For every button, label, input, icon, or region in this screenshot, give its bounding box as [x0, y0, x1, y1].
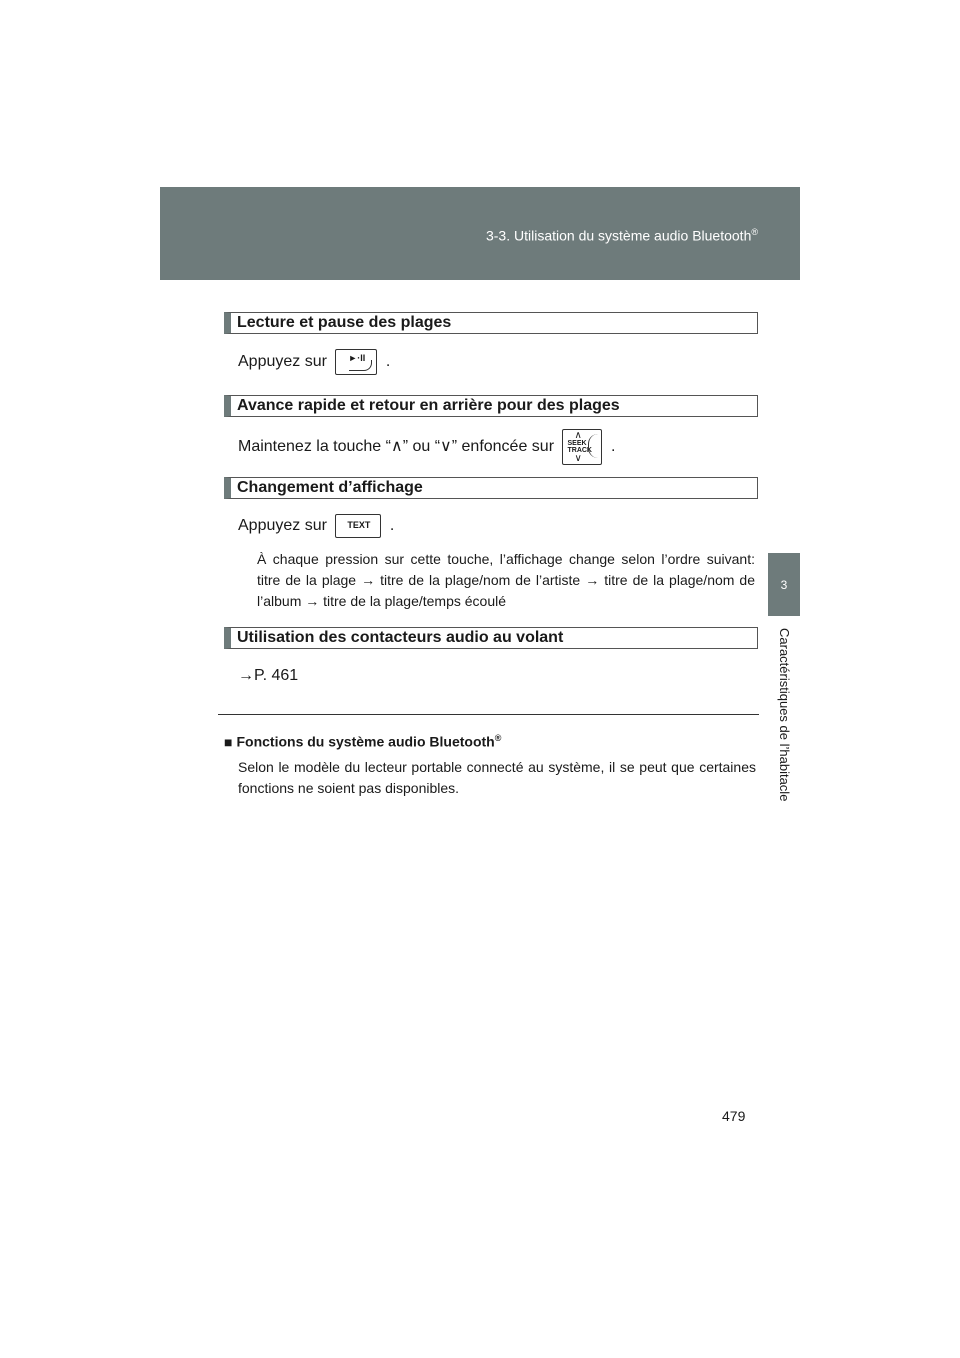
instruction-period: . — [385, 353, 391, 371]
seek-track-key-icon — [562, 429, 602, 465]
chapter-title-text: 3-3. Utilisation du système audio Bluetooth — [485, 227, 752, 244]
chapter-tab-number: 3 — [780, 577, 788, 592]
note-title — [224, 733, 501, 750]
page-reference-link[interactable]: →P. 461 — [238, 667, 299, 684]
play-pause-symbol: ►·II — [348, 353, 366, 363]
chapter-title — [486, 227, 758, 244]
text-key-icon — [335, 514, 381, 538]
section-body-play-pause — [238, 349, 390, 375]
section-body-seek — [238, 429, 615, 465]
seek-track-label: SEEK TRACK — [567, 440, 592, 454]
instruction-period: . — [389, 517, 395, 535]
note-title-text: Fonctions du système audio Bluetooth — [236, 733, 495, 750]
chevron-down-icon: ∨ — [574, 453, 582, 464]
section-heading-seek: Avance rapide et retour en arrière pour des plages — [224, 395, 758, 417]
registered-mark: ® — [494, 733, 502, 743]
section-heading-steering-switches: Utilisation des contacteurs audio au volant — [224, 627, 758, 649]
registered-mark: ® — [751, 227, 758, 237]
instruction-text: Appuyez sur — [238, 517, 327, 535]
divider — [218, 714, 759, 715]
chapter-tab — [768, 553, 800, 616]
section-body-display — [238, 514, 394, 538]
note-text: Selon le modèle du lecteur portable connecté au système, il se peut que certaines fonctions ne soient pas disponibles. — [238, 759, 756, 796]
section-heading-display: Changement d’affichage — [224, 477, 758, 499]
chapter-side-title: Caractéristiques de l’habitacle — [777, 628, 792, 802]
display-order-description: À chaque pression sur cette touche, l’affichage change selon l’ordre suivant: titre de la plage → titre de la plage/nom de l’artiste → titre de la plage/nom de l’album → titre de la plage/temps écoulé — [257, 551, 755, 609]
text-key-label: TEXT — [347, 520, 371, 530]
instruction-text: Maintenez la touche “∧” ou “∨” enfoncée sur — [238, 438, 555, 456]
instruction-text: Appuyez sur — [238, 353, 327, 371]
section-heading-play-pause: Lecture et pause des plages — [224, 312, 758, 334]
play-pause-key-icon — [335, 349, 377, 375]
square-bullet-icon: ■ — [224, 733, 233, 750]
page-number: 479 — [722, 1108, 746, 1124]
instruction-period: . — [610, 438, 616, 456]
chapter-header-band — [160, 187, 800, 280]
chevron-up-icon: ∧ — [574, 430, 582, 441]
